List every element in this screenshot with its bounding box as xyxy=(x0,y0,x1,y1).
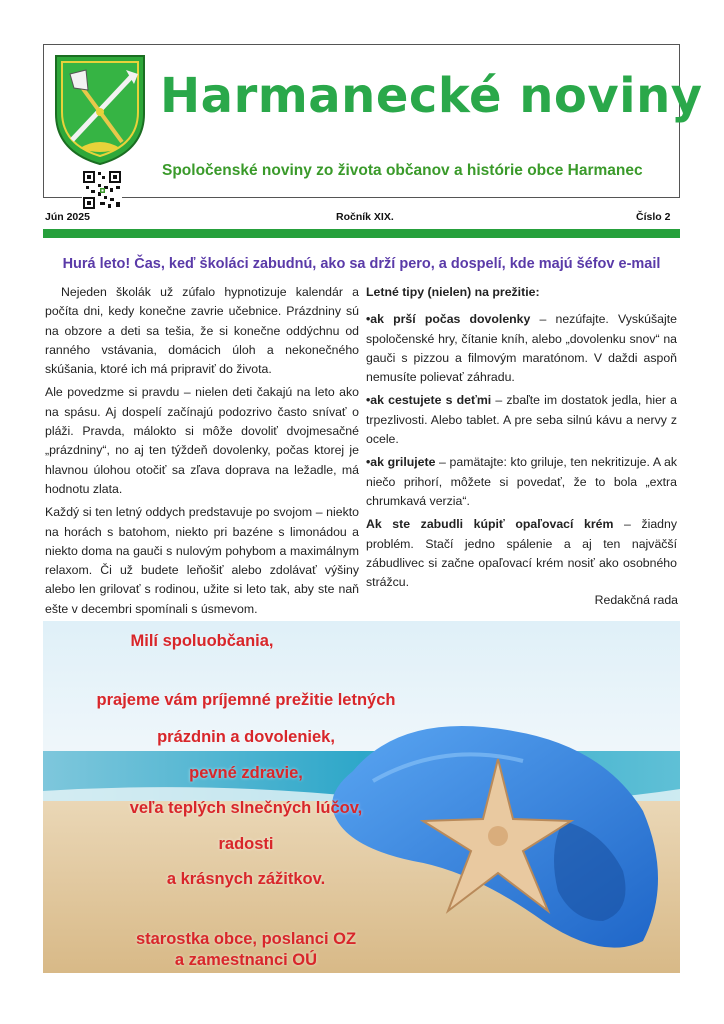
article-right-column xyxy=(366,283,677,596)
article-left-column xyxy=(45,283,359,623)
tip-item xyxy=(366,310,677,387)
beach-illustration xyxy=(43,621,680,973)
crest-icon xyxy=(52,52,148,168)
issue-volume: Ročník XIX. xyxy=(336,211,394,223)
tips-heading: Letné tipy (nielen) na prežitie: xyxy=(366,285,540,299)
tip-text: – žiadny problém. Stačí jedno spálenie a aj ten najväčší zábudlivec si začne opaľovací krém nosiť ako osobného strážcu. xyxy=(366,517,677,590)
beach-photo xyxy=(43,621,680,973)
tip-text: – zbaľte im dostatok jedla, hier a trpezlivosti. Alebo tablet. A pre seba silnú kávu a nervy z ocele. xyxy=(366,393,677,447)
tip-text: – nezúfajte. Vyskúšajte spoločenské hry, čítanie kníh, alebo „dovolenku snov“ na gauči s pizzou a filmovým maratónom. V daždi aspoň nemusíte polievať záhradu. xyxy=(366,312,677,385)
newspaper-title: Harmanecké noviny xyxy=(160,68,703,124)
article-paragraph: Nejeden školák už zúfalo hypnotizuje kalendár a počíta dni, kedy konečne zavrie učebnice. Prázdniny sú na obzore a deti sa tešia, že si konečne oddýchnu od ranného vstávania, domácich úloh a nekonečného skúšania, ktoré ich má pripraviť do života. xyxy=(45,285,359,377)
article-headline: Hurá leto! Čas, keď školáci zabudnú, ako sa drží pero, a dospelí, kde majú šéfov e-mail xyxy=(62,256,661,272)
greeting-signature: a zamestnanci OÚ xyxy=(174,951,318,969)
article-paragraph: Každý si ten letný oddych predstavuje po svojom – niekto na horách s batohom, niekto pri bazéne s limonádou a niekto doma na gauči s nulovým pohybom a maximálnym relaxom. Či už budete leňošiť alebo zdolávať výšiny alebo len grilovať s rodinou, užite si leto tak, aby ste naň ešte v decembri spomínali s úsmevom. xyxy=(45,505,359,616)
tip-bold: •ak grilujete xyxy=(366,455,436,470)
tip-item xyxy=(366,391,677,449)
newspaper-subtitle: Spoločenské noviny zo života občanov a histórie obce Harmanec xyxy=(162,162,643,179)
greeting-signature: starostka obce, poslanci OZ xyxy=(135,930,357,948)
article-paragraph: Ale povedzme si pravdu – nielen deti čakajú na leto ako na spásu. Aj dospelí začínajú podozrivo často snívať o pláži. Pravda, málokto si môže dovoliť dvojmesačné „prázdniny“, no aj ten týždeň dovolenky, počas ktorej je hlavnou úlohou otočiť sa zľava doprava na ležadle, má hodnotu zlata. xyxy=(45,385,359,496)
tip-bold: •ak cestujete s deťmi xyxy=(366,393,492,408)
issue-number: Číslo 2 xyxy=(636,211,671,223)
greeting-line: prajeme vám príjemné prežitie letných xyxy=(96,691,396,709)
greeting-line: a krásnych zážitkov. xyxy=(166,870,326,888)
greeting-line: prázdnin a dovoleniek, xyxy=(157,728,335,746)
greeting-line: veľa teplých slnečných lúčov, xyxy=(129,799,363,817)
greeting-line: radosti xyxy=(218,835,274,853)
qr-code-icon[interactable] xyxy=(82,170,122,210)
tip-item xyxy=(366,515,677,592)
tip-item xyxy=(366,453,677,511)
header-divider xyxy=(43,229,680,238)
tip-bold: •ak prší počas dovolenky xyxy=(366,312,531,327)
tip-text: – pamätajte: kto griluje, ten nekritizuje. A ak niečo prihorí, môžete si povedať, že to bola „extra chrumkavá verzia“. xyxy=(366,455,677,508)
greeting-line: Milí spoluobčania, xyxy=(130,632,274,650)
tip-bold: Ak ste zabudli kúpiť opaľovací krém xyxy=(366,517,614,532)
greeting-line: pevné zdravie, xyxy=(189,764,303,782)
issue-date: Jún 2025 xyxy=(45,211,90,223)
signature: Redakčná rada xyxy=(594,593,678,607)
